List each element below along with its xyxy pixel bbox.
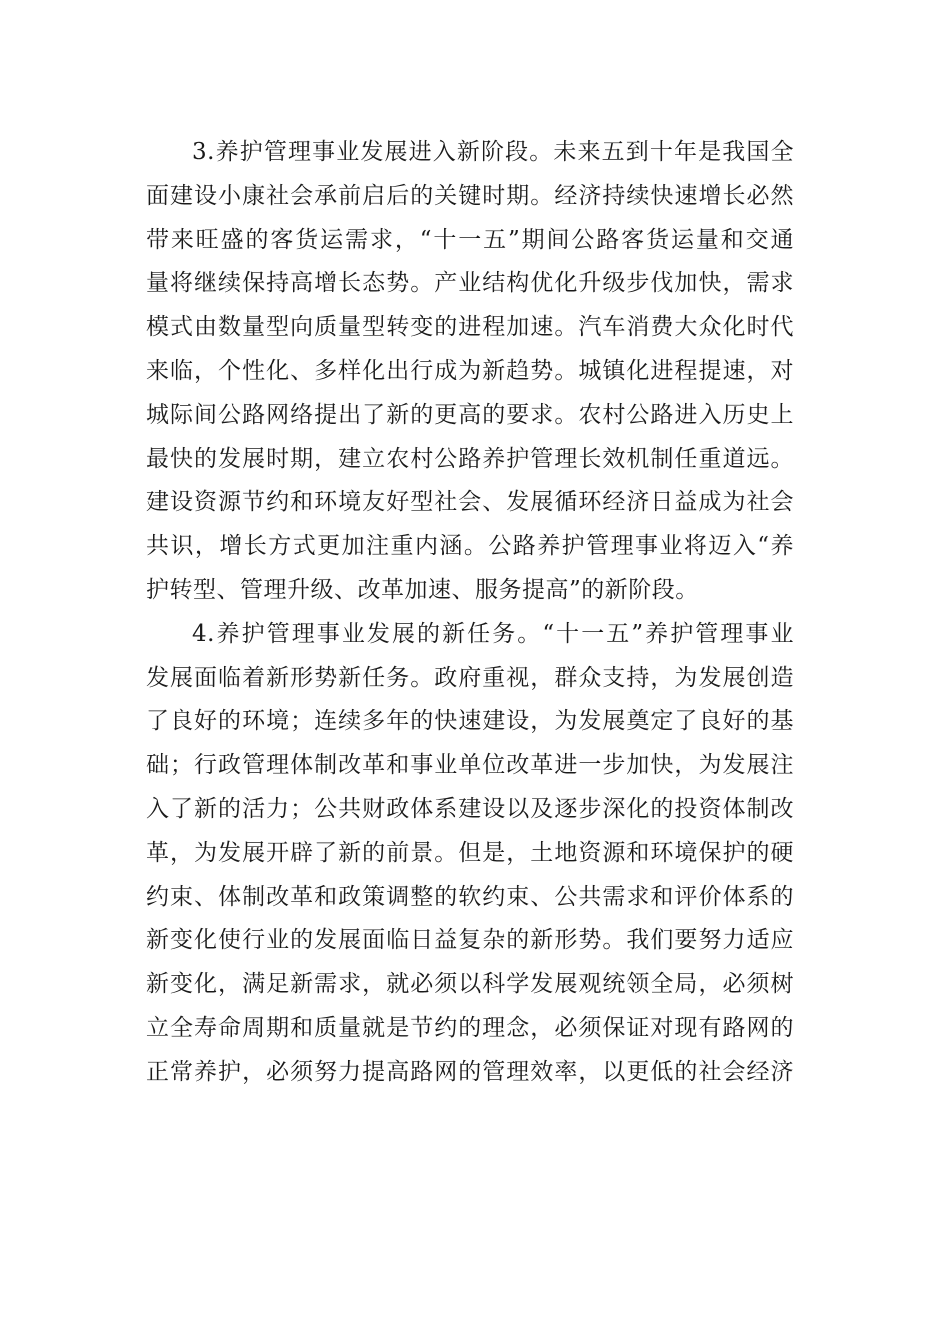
text-line: 量将继续保持高增长态势。产业结构优化升级步伐加快，需求 bbox=[146, 270, 794, 297]
text-line: 革，为发展开辟了新的前景。但是，土地资源和环境保护的硬 bbox=[146, 839, 794, 866]
text-line: 建设资源节约和环境友好型社会、发展循环经济日益成为社会 bbox=[146, 489, 794, 516]
text-line: 正常养护，必须努力提高路网的管理效率，以更低的社会经济 bbox=[146, 1058, 794, 1085]
text-line: 立全寿命周期和质量就是节约的理念，必须保证对现有路网的 bbox=[146, 1014, 794, 1041]
text-line: 4.养护管理事业发展的新任务。“十一五”养护管理事业 bbox=[192, 620, 794, 647]
body-text bbox=[146, 131, 794, 1095]
text-line: 共识，增长方式更加注重内涵。公路养护管理事业将迈入“养 bbox=[146, 533, 794, 560]
text-line: 模式由数量型向质量型转变的进程加速。汽车消费大众化时代 bbox=[146, 314, 794, 341]
text-line: 发展面临着新形势新任务。政府重视，群众支持，为发展创造 bbox=[146, 664, 794, 691]
text-line: 带来旺盛的客货运需求，“十一五”期间公路客货运量和交通 bbox=[146, 226, 794, 253]
text-line: 入了新的活力；公共财政体系建设以及逐步深化的投资体制改 bbox=[146, 795, 794, 822]
text-line: 城际间公路网络提出了新的更高的要求。农村公路进入历史上 bbox=[146, 401, 794, 428]
text-line: 新变化使行业的发展面临日益复杂的新形势。我们要努力适应 bbox=[146, 927, 794, 954]
text-line: 新变化，满足新需求，就必须以科学发展观统领全局，必须树 bbox=[146, 971, 794, 998]
text-line: 约束、体制改革和政策调整的软约束、公共需求和评价体系的 bbox=[146, 883, 794, 910]
paragraph-3 bbox=[146, 131, 794, 613]
text-line: 础；行政管理体制改革和事业单位改革进一步加快，为发展注 bbox=[146, 752, 794, 779]
text-line: 了良好的环境；连续多年的快速建设，为发展奠定了良好的基 bbox=[146, 708, 794, 735]
text-line: 来临，个性化、多样化出行成为新趋势。城镇化进程提速，对 bbox=[146, 357, 794, 384]
text-line: 3.养护管理事业发展进入新阶段。未来五到十年是我国全 bbox=[192, 139, 794, 165]
paragraph-4 bbox=[146, 613, 794, 1095]
text-line: 最快的发展时期，建立农村公路养护管理长效机制任重道远。 bbox=[146, 445, 794, 472]
text-line: 面建设小康社会承前启后的关键时期。经济持续快速增长必然 bbox=[146, 182, 794, 209]
text-line: 护转型、管理升级、改革加速、服务提高”的新阶段。 bbox=[146, 576, 699, 603]
